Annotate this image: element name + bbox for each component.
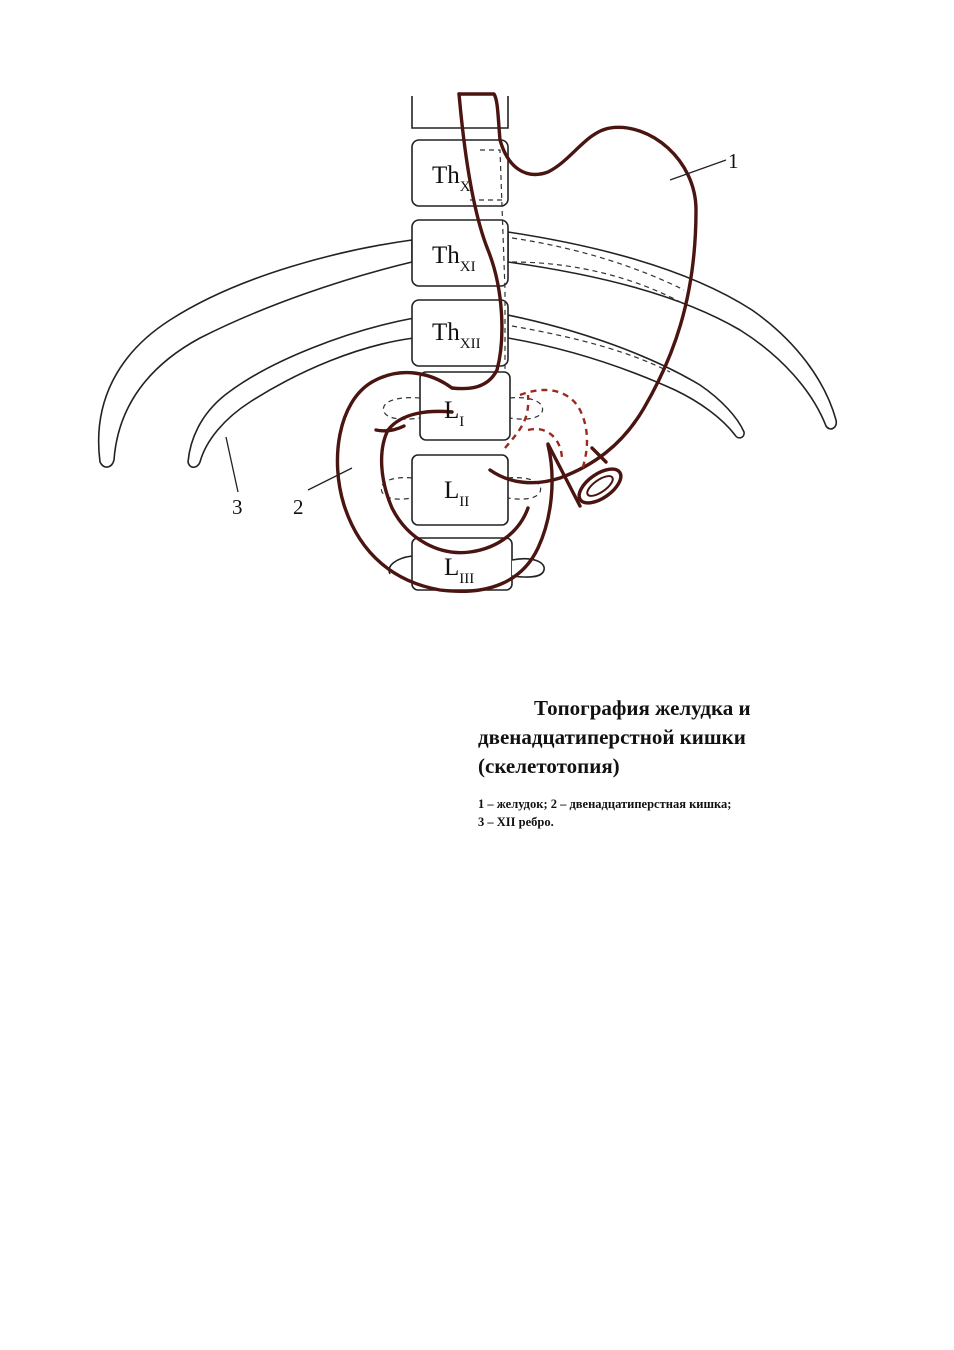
svg-text:ThXII: $Th_{XII}$ [432, 319, 481, 352]
callout-1: 1 [728, 149, 739, 173]
svg-text:ThX: $Th_X$ [432, 162, 471, 195]
left-outer-rib [99, 240, 412, 467]
vertebra-body-l2 [412, 455, 508, 525]
svg-text:LIII: $L_{III}$ [444, 554, 475, 587]
callout-3: 3 [232, 495, 243, 519]
svg-text:LI: $L_I$ [444, 397, 465, 430]
leader-line-1 [670, 160, 726, 180]
vertebra-body-th12 [412, 300, 508, 366]
figure-caption [478, 694, 898, 831]
vertebra-body-th11 [412, 220, 508, 286]
skeletotopy-diagram [0, 0, 954, 640]
leader-line-3 [226, 437, 238, 492]
vertebra-body-l1 [420, 372, 510, 440]
right-inner-rib [508, 315, 744, 438]
legend-line: 1 – желудок; 2 – двенадцатиперстная кишка; [478, 797, 732, 811]
callout-2: 2 [293, 495, 304, 519]
caption-legend [478, 795, 898, 831]
leader-line-2 [308, 468, 352, 490]
left-inner-rib-xii [188, 318, 414, 467]
svg-text:ThXI: $Th_{XI}$ [432, 242, 476, 275]
svg-text:LII: $L_{II}$ [444, 477, 470, 510]
legend-line: 3 – XII ребро. [478, 815, 554, 829]
caption-title: Топография желудка и двенадцатиперстной кишки (скелетотопия) [478, 696, 751, 778]
